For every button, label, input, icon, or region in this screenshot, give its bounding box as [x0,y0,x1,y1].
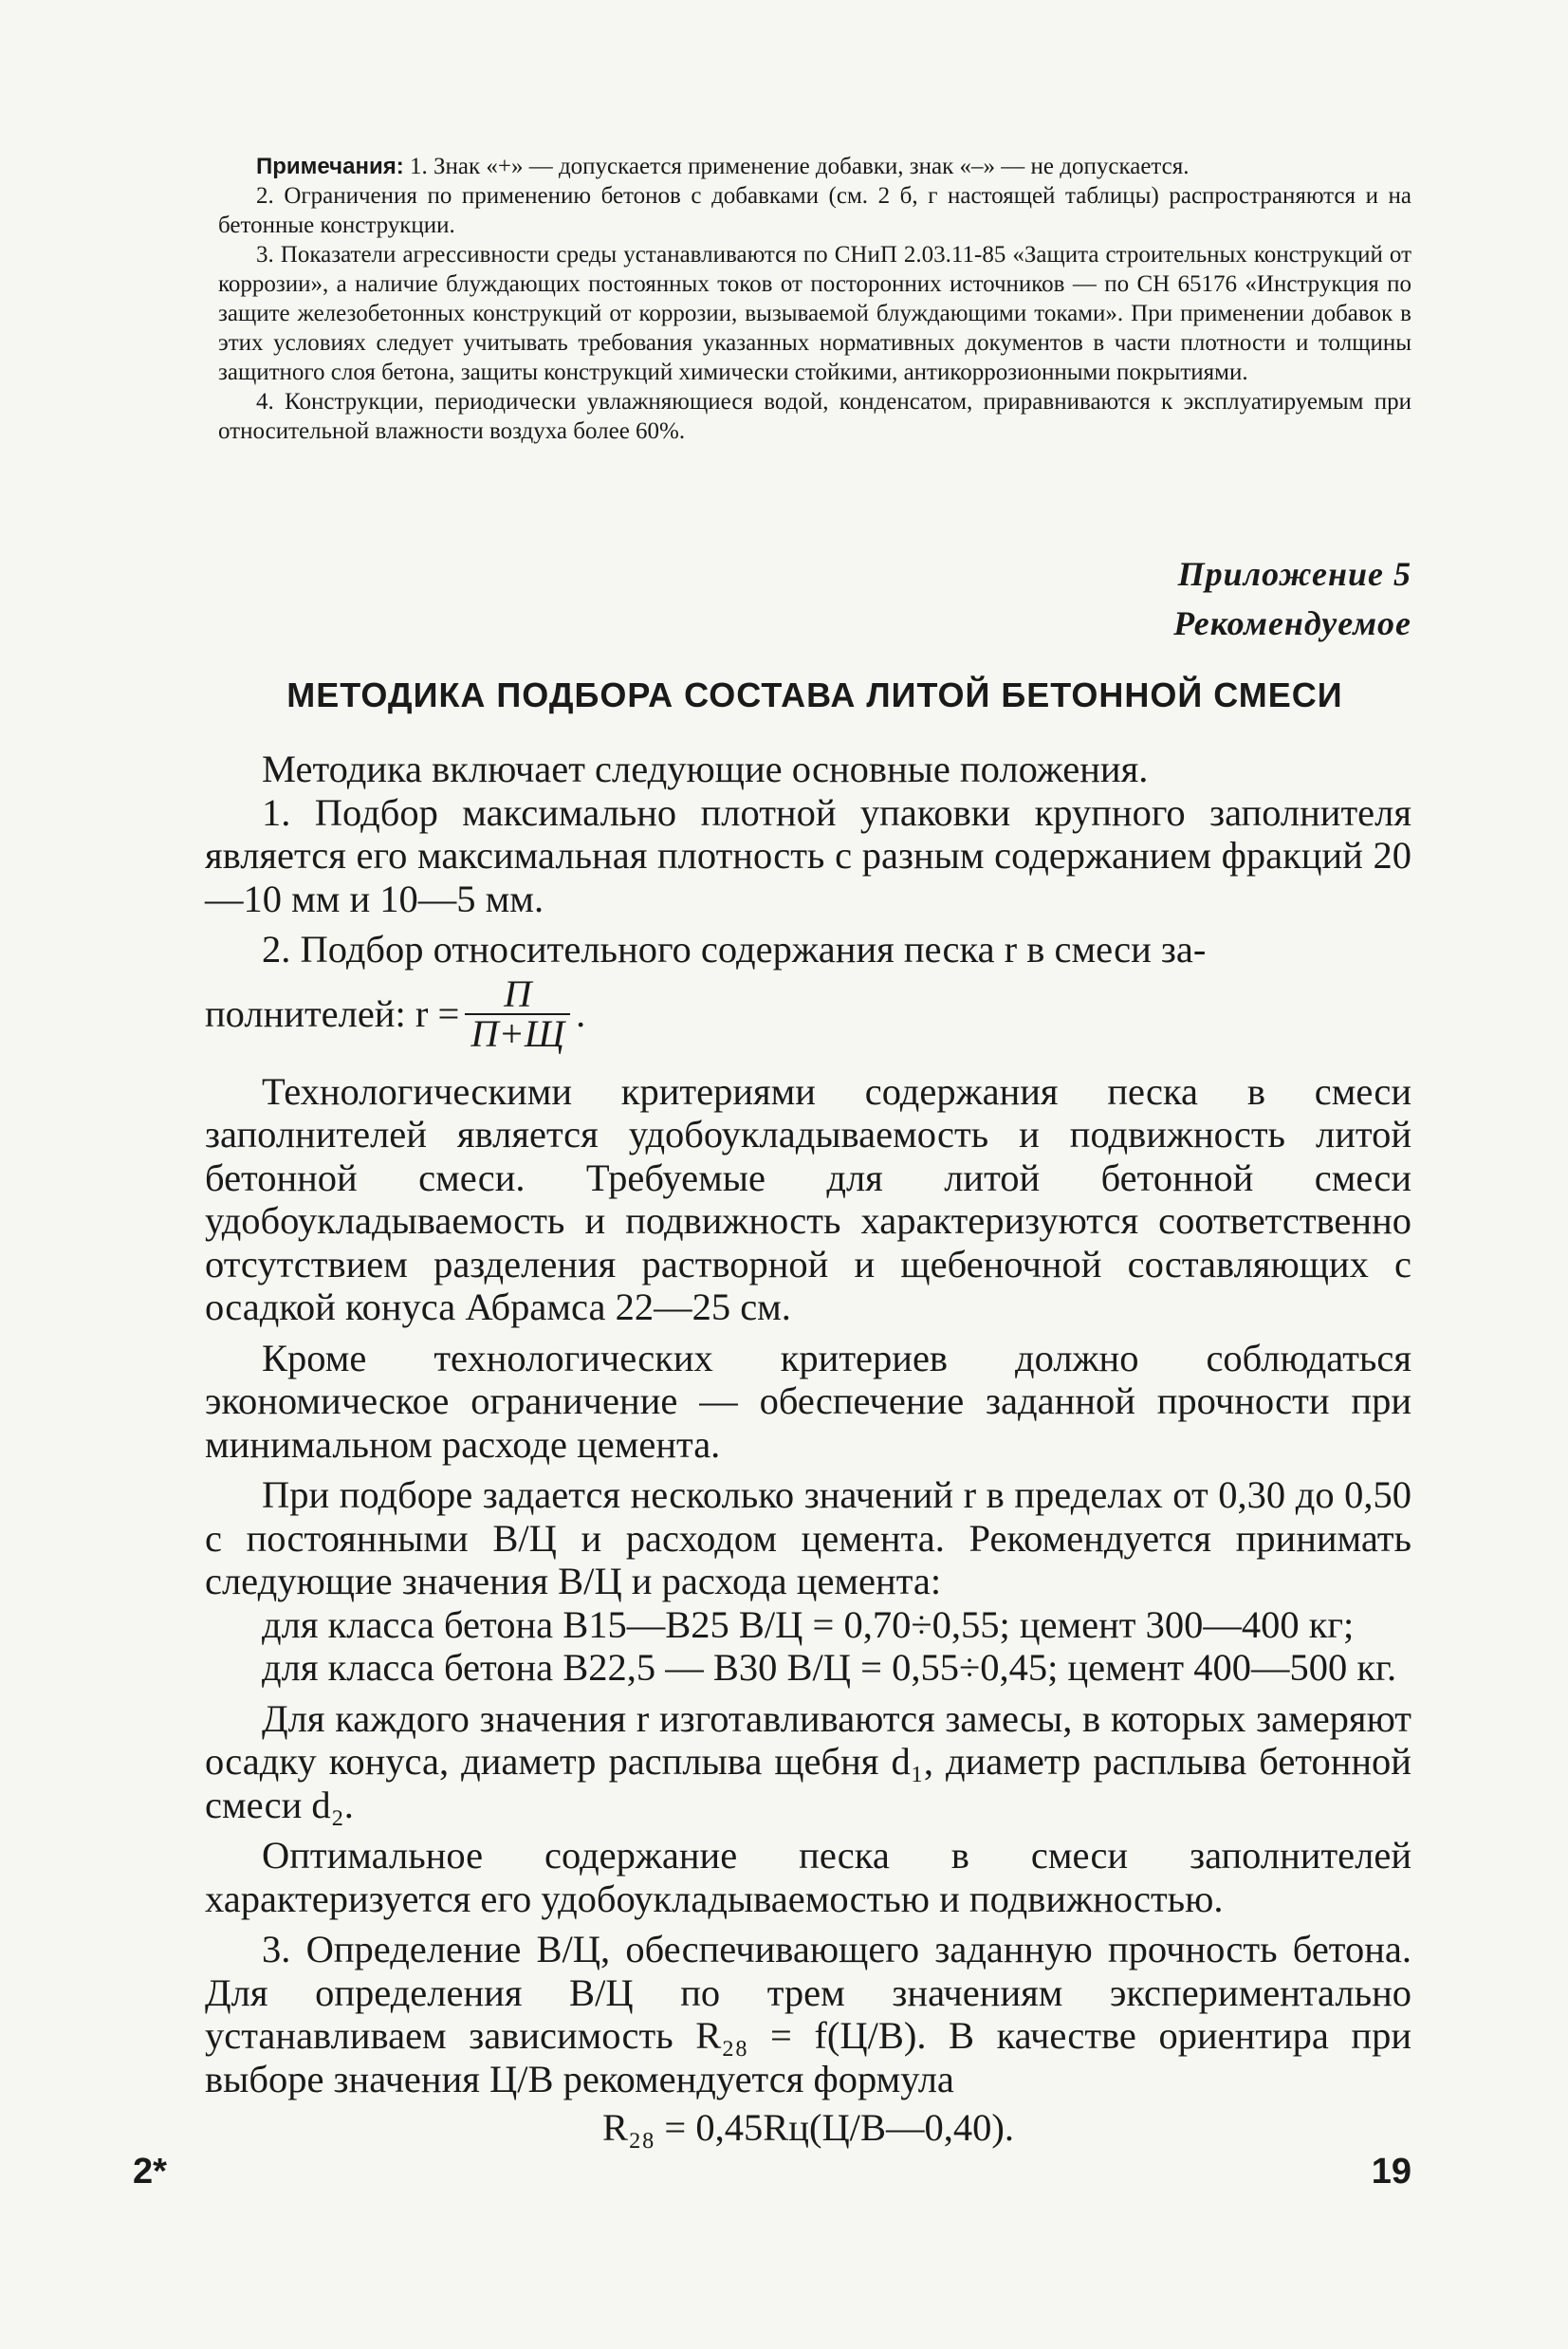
paragraph-step-3: 3. Определение В/Ц, обеспечивающего заданную прочность бетона. Для определения В/Ц по трем значениям экспериментально устанавливаем зависимость R₂₈ = f(Ц/В). В качестве ориентира при выборе значения Ц/В рекомендуется формула [205,1928,1411,2100]
note-1-text: 1. Знак «+» — допускается применение добавки, знак «–» — не допускается. [403,154,1190,179]
paragraph-class-b15: для класса бетона В15—В25 В/Ц = 0,70÷0,55; цемент 300—400 кг; [262,1602,1355,1646]
notes-label: Примечания: [256,154,404,179]
paragraph-intro: Методика включает следующие основные положения. [262,748,1149,790]
paragraph-optimal: Оптимальное содержание песка в смеси заполнителей характеризуется его удобоукладываемостью и подвижностью. [205,1834,1411,1920]
fraction [465,971,570,1055]
section-heading: МЕТОДИКА ПОДБОРА СОСТАВА ЛИТОЙ БЕТОННОЙ СМЕСИ [286,675,1343,714]
fraction-denominator: П+Щ [470,1011,565,1055]
paragraph-criteria: Технологическими критериями содержания песка в смеси заполнителей является удобоукладываемость и подвижность литой бетонной смеси. Требуемые для литой бетонной смеси удобоукладываемость и подвижность характеризуются соответственно отсутствием разделения растворной и щебеночной составляющих с осадкой конуса Абрамса 22—25 см. [205,1069,1411,1328]
body-text [205,748,1411,2157]
paragraph-step-2: 2. Подбор относительного содержания песка r в смеси за- [262,928,1207,971]
appendix-status: Рекомендуемое [1173,604,1411,642]
note-4: 4. Конструкции, периодически увлажняющиеся водой, конденсатом, приравниваются к эксплуатируемым при относительной влажности воздуха более 60%. [218,389,1411,444]
paragraph-step-1: 1. Подбор максимально плотной упаковки крупного заполнителя является его максимальная плотность с разным содержанием фракций 20—10 мм и 10—5 мм. [205,790,1411,920]
signature-mark: 2* [133,2152,167,2192]
note-2: 2. Ограничения по применению бетонов с добавками (см. 2 б, г настоящей таблицы) распространяются и на бетонные конструкции. [218,183,1411,238]
formula-suffix: . [576,991,586,1035]
paragraph-batches: Для каждого значения r изготавливаются замесы, в которых замеряют осадку конуса, диаметр расплыва щебня d₁, диаметр расплыва бетонной смеси d₂. [205,1696,1411,1826]
fraction-numerator: П [465,975,570,1015]
strength-formula: R₂₈ = 0,45Rц(Ц/В—0,40). [602,2106,1014,2149]
sand-ratio-formula [205,971,1411,1055]
paragraph-class-b22: для класса бетона В22,5 — В30 В/Ц = 0,55÷0,45; цемент 400—500 кг. [262,1646,1397,1689]
formula-prefix: полнителей: r = [205,991,460,1035]
note-3: 3. Показатели агрессивности среды устанавливаются по СНиП 2.03.11-85 «Защита строительных конструкций от коррозии», а наличие блуждающих постоянных токов от посторонних источников — по СН 65176 «Инструкция по защите железобетонных конструкций от коррозии, вызываемой блуждающими токами». При применении добавок в этих условиях следует учитывать требования указанных нормативных документов в части плотности и толщины защитного слоя бетона, защиты конструкций химически стойкими, антикоррозионными покрытиями. [218,242,1411,385]
paragraph-economic: Кроме технологических критериев должно соблюдаться экономическое ограничение — обеспечение заданной прочности при минимальном расходе цемента. [205,1336,1411,1466]
note-1 [218,152,1411,181]
page-number: 19 [1371,2152,1411,2192]
paragraph-selection: При подборе задается несколько значений r в пределах от 0,30 до 0,50 с постоянными В/Ц и расходом цемента. Рекомендуется принимать следующие значения В/Ц и расхода цемента: [205,1473,1411,1602]
table-notes [218,152,1411,446]
appendix-number: Приложение 5 [1177,555,1411,593]
